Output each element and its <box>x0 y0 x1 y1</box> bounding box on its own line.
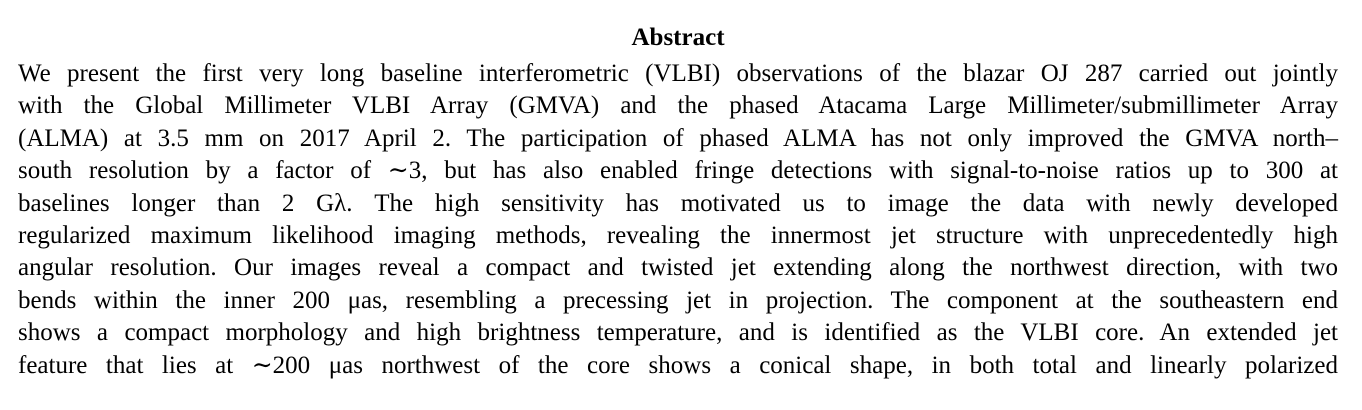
abstract-body <box>18 58 1338 382</box>
abstract-line: bends within the inner 200 μas, resembling a precessing jet in projection. The component at the southeastern end <box>18 286 1338 314</box>
abstract-line: regularized maximum likelihood imaging methods, revealing the innermost jet structure with unprecedentedly high <box>18 222 1338 250</box>
abstract-title: Abstract <box>631 24 725 51</box>
abstract-line: We present the first very long baseline interferometric (VLBI) observations of the blazar OJ 287 carried out jointly <box>18 60 1338 87</box>
abstract-line: (ALMA) at 3.5 mm on 2017 April 2. The participation of phased ALMA has not only improved the GMVA north– <box>18 124 1338 152</box>
abstract-section <box>18 18 1338 382</box>
abstract-line: feature that lies at ∼200 μas northwest of the core shows a conical shape, in both total and linearly polarized <box>18 351 1338 379</box>
abstract-line: baselines longer than 2 Gλ. The high sensitivity has motivated us to image the data with newly developed <box>18 189 1338 217</box>
abstract-line: angular resolution. Our images reveal a compact and twisted jet extending along the northwest direction, with two <box>18 254 1338 282</box>
abstract-line: with the Global Millimeter VLBI Array (GMVA) and the phased Atacama Large Millimeter/submillimeter Array <box>18 92 1338 120</box>
abstract-line: shows a compact morphology and high brightness temperature, and is identified as the VLBI core. An extended jet <box>18 319 1338 347</box>
abstract-line: south resolution by a factor of ∼3, but has also enabled fringe detections with signal-to-noise ratios up to 300 at <box>18 157 1338 185</box>
